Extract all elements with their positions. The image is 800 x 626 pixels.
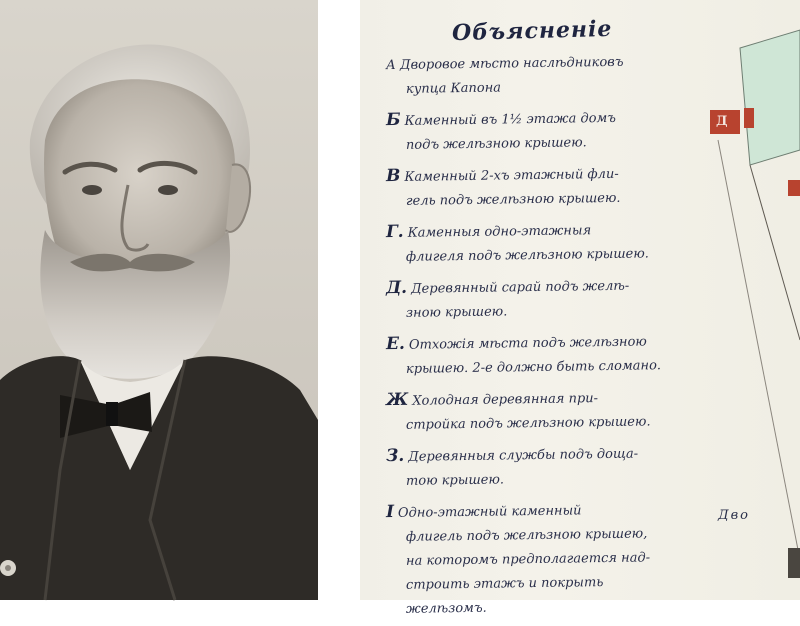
entry-text: Каменный въ 1½ этажа домъ [404, 110, 617, 129]
entry-marker: Д. [385, 277, 408, 299]
entry-line: подъ желѣзною крышею. [405, 135, 587, 153]
entry-marker: Е. [385, 333, 406, 355]
entry-line: стройка подъ желѣзною крышею. [405, 414, 651, 433]
plan-letter-d: Д [716, 114, 728, 129]
entry-line: желѣзомъ. [405, 600, 487, 617]
entry-marker: Г. [385, 221, 404, 243]
entry-text: Отхожiя мѣста подъ желѣзною [408, 334, 647, 353]
entry-line: зною крышею. [405, 304, 508, 321]
entry-text: Одно-этажный каменный [397, 503, 582, 521]
legend-entry [386, 52, 686, 100]
entry-line: гель подъ желѣзною крышею. [405, 190, 621, 209]
entry-marker: Б [385, 109, 401, 131]
plan-building [744, 108, 754, 128]
plan-boundary-line [718, 140, 800, 560]
legend-entry [386, 218, 686, 268]
plan-label: Дво [718, 508, 750, 523]
entry-text: Деревянныя службы подъ доща- [408, 446, 639, 465]
entry-line: крышею. 2-е должно быть сломано. [405, 358, 662, 377]
entry-line: на которомъ предполагается над- [405, 550, 651, 569]
entry-marker: І [385, 501, 395, 523]
entry-line: А Дворовое мѣсто наслѣдниковъ [385, 54, 624, 74]
legend-entry [386, 498, 686, 620]
legend-entry [386, 106, 686, 156]
entry-text: Каменный 2-хъ этажный фли- [404, 166, 619, 185]
portrait-photo [0, 0, 318, 600]
plan-courtyard [740, 30, 800, 165]
handwritten-document [360, 0, 800, 617]
entry-text: Холодная деревянная при- [412, 391, 599, 409]
legend-entry [386, 274, 686, 324]
entry-text: Каменныя одно-этажныя [407, 223, 592, 241]
plan-building [788, 180, 800, 196]
entry-line: тою крышею. [405, 472, 505, 489]
entry-line: флигеля подъ желѣзною крышею. [405, 246, 649, 265]
legend-entry [386, 330, 686, 380]
entry-marker: З. [385, 445, 405, 467]
legend-entry [386, 162, 686, 212]
legend-entry [386, 386, 686, 436]
legend-entries [386, 52, 686, 626]
entry-marker: В [385, 165, 401, 187]
document-title: Объясненіе [451, 15, 613, 47]
legend-entry [386, 442, 686, 492]
entry-marker: Ж [385, 389, 409, 411]
entry-line: строить этажъ и покрыть [405, 575, 604, 593]
entry-line: флигель подъ желѣзною крышею, [405, 526, 648, 545]
entry-line: купца Капона [405, 80, 502, 97]
entry-text: Деревянный сарай подъ желѣ- [410, 278, 630, 297]
portrait-illustration [0, 0, 318, 600]
plan-marker [788, 548, 800, 578]
